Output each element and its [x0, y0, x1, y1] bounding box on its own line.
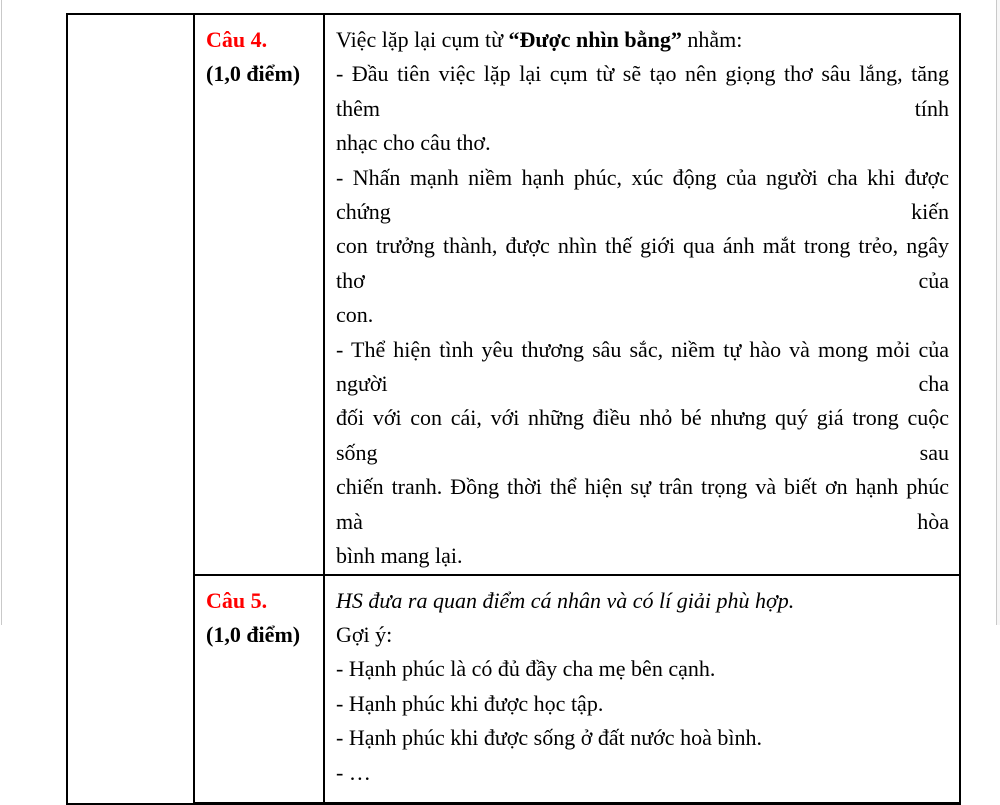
- answer-text-line: [336, 539, 949, 573]
- answer-text-line: [336, 618, 949, 652]
- text-segment: - Thể hiện tình yêu thương sâu sắc, niềm tự hào và mong mỏi của người cha: [336, 336, 949, 397]
- answer-text-line: [336, 23, 949, 57]
- bold-text-segment: “Được nhìn bằng”: [508, 27, 682, 52]
- answer-cell: [324, 575, 960, 804]
- answer-text-line: [336, 57, 949, 126]
- text-segment: - Nhấn mạnh niềm hạnh phúc, xúc động của người cha khi được chứng kiến: [336, 164, 949, 225]
- empty-left-column-cell: [67, 14, 194, 804]
- answer-text-line: [336, 687, 949, 721]
- question-cell: [194, 14, 324, 575]
- answer-table-body: [67, 14, 960, 804]
- question-cell: [194, 575, 324, 804]
- table-row: [67, 14, 960, 575]
- question-points-label: (1,0 điểm): [206, 61, 301, 87]
- answer-text-line: [336, 721, 949, 755]
- answer-text-line: [336, 298, 949, 332]
- answer-text-line: [336, 652, 949, 686]
- answer-text-line: [336, 126, 949, 160]
- answer-text-line: [336, 756, 949, 790]
- question-points-label: (1,0 điểm): [206, 621, 301, 647]
- text-segment: con trưởng thành, được nhìn thế giới qua ánh mắt trong trẻo, ngây thơ của: [336, 233, 949, 293]
- answer-text-line: [336, 470, 949, 539]
- answer-text-line: [336, 333, 949, 402]
- text-segment: - Hạnh phúc khi được sống ở đất nước hoà bình.: [336, 725, 762, 751]
- text-segment: nhằm:: [681, 27, 743, 52]
- text-segment: đối với con cái, với những điều nhỏ bé nhưng quý giá trong cuộc sống sau: [336, 405, 949, 465]
- question-number-label: Câu 5.: [206, 587, 268, 613]
- answer-text-line: [336, 401, 949, 470]
- text-segment: bình mang lại.: [336, 543, 463, 569]
- answer-text-line: [336, 161, 949, 230]
- answer-cell: [324, 14, 960, 575]
- text-segment: - Đầu tiên việc lặp lại cụm từ sẽ tạo nên giọng thơ sâu lắng, tăng thêm tính: [336, 61, 949, 121]
- question-number-label: Câu 4.: [206, 27, 268, 52]
- table-row: [67, 575, 960, 804]
- page-edge-right: [996, 0, 997, 625]
- answer-text-line: [336, 584, 949, 618]
- italic-text-segment: HS đưa ra quan điểm cá nhân và có lí giải phù hợp.: [336, 587, 795, 613]
- text-segment: - …: [336, 759, 371, 785]
- text-segment: con.: [336, 302, 374, 328]
- answer-key-table: [66, 13, 961, 805]
- text-segment: Việc lặp lại cụm từ: [336, 27, 509, 52]
- text-segment: Gợi ý:: [336, 621, 393, 647]
- answer-text-line: [336, 229, 949, 298]
- text-segment: - Hạnh phúc khi được học tập.: [336, 690, 604, 716]
- text-segment: - Hạnh phúc là có đủ đầy cha mẹ bên cạnh.: [336, 656, 716, 682]
- page-edge-left: [1, 0, 2, 625]
- text-segment: nhạc cho câu thơ.: [336, 130, 491, 156]
- text-segment: chiến tranh. Đồng thời thể hiện sự trân trọng và biết ơn hạnh phúc mà hòa: [336, 474, 949, 534]
